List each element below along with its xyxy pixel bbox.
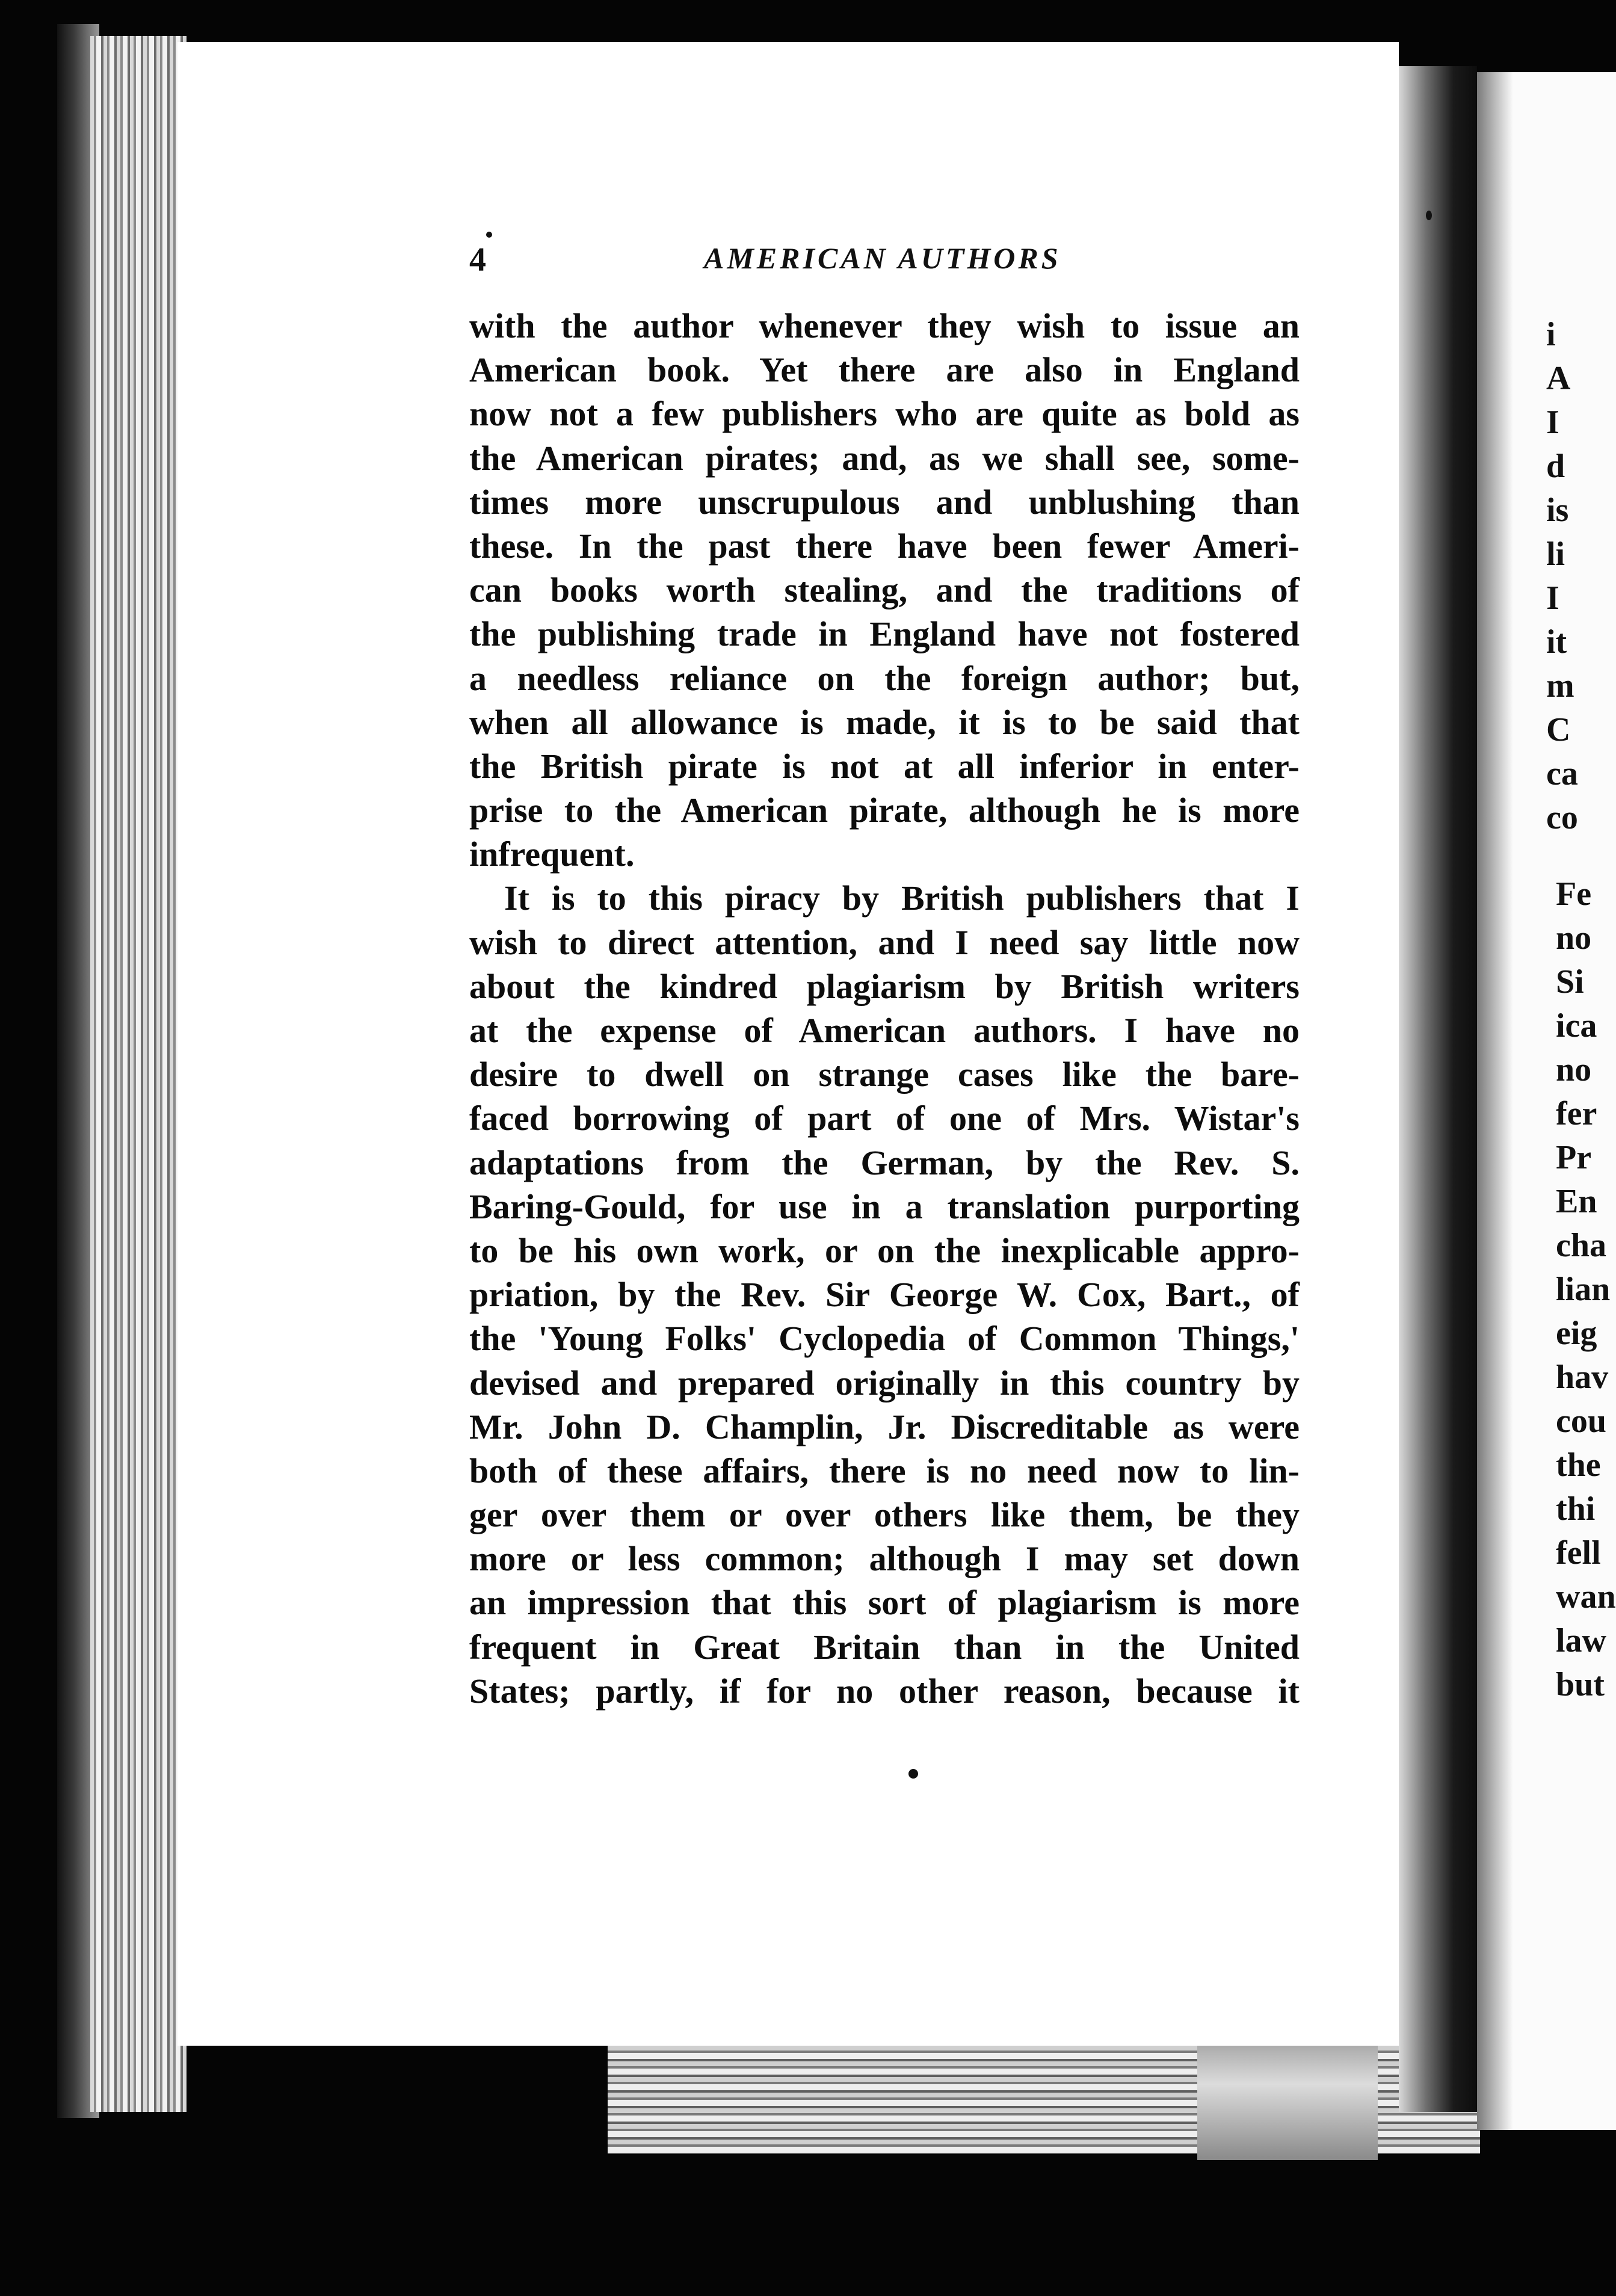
running-head-title: AMERICAN AUTHORS [704, 241, 1061, 275]
facing-text-fragment: no [1556, 919, 1592, 957]
facing-text-fragment: Si [1556, 963, 1584, 1001]
facing-text-fragment: A [1546, 360, 1571, 397]
facing-text-fragment: it [1546, 623, 1567, 661]
facing-text-fragment: hav [1556, 1359, 1609, 1396]
facing-text-fragment: fer [1556, 1095, 1597, 1132]
facing-text-fragment: lian [1556, 1271, 1611, 1308]
ink-speck [486, 232, 492, 238]
facing-text-fragment: I [1546, 579, 1559, 617]
text-line: to be his own work, or on the inexplicable appro- [469, 1230, 1300, 1270]
facing-text-fragment: En [1556, 1183, 1597, 1220]
facing-text-fragment: the [1556, 1446, 1601, 1484]
facing-text-fragment: but [1556, 1666, 1605, 1703]
facing-text-fragment: cha [1556, 1227, 1606, 1264]
facing-text-fragment: m [1546, 667, 1574, 705]
facing-text-fragment: thi [1556, 1490, 1596, 1528]
text-line: frequent in Great Britain than in the United [469, 1627, 1300, 1667]
text-line: desire to dwell on strange cases like the bare- [469, 1055, 1300, 1094]
text-line: more or less common; although I may set down [469, 1539, 1300, 1579]
book-gutter [1399, 66, 1477, 2112]
running-header [469, 223, 1312, 295]
text-line: with the author whenever they wish to issue an [469, 306, 1300, 345]
facing-text-fragment: Fe [1556, 875, 1592, 913]
text-line: both of these affairs, there is no need now to lin- [469, 1451, 1300, 1490]
text-line: times more unscrupulous and unblushing than [469, 482, 1300, 522]
text-line: the 'Young Folks' Cyclopedia of Common Things,' [469, 1319, 1300, 1359]
text-line: now not a few publishers who are quite as bold as [469, 394, 1300, 434]
facing-text-fragment: i [1546, 316, 1556, 353]
facing-text-fragment: Pr [1556, 1139, 1592, 1176]
facing-page-shadow [1477, 72, 1513, 2130]
facing-text-fragment: I [1546, 404, 1559, 441]
text-line: at the expense of American authors. I have no [469, 1011, 1300, 1050]
facing-text-fragment: li [1546, 535, 1565, 573]
facing-page-text-top [1546, 313, 1616, 840]
ink-speck [908, 1769, 918, 1779]
text-line: ger over them or over others like them, be they [469, 1495, 1300, 1535]
text-line: States; partly, if for no other reason, because it [469, 1671, 1300, 1711]
facing-text-fragment: wan [1556, 1578, 1616, 1616]
text-line: a needless reliance on the foreign author; but, [469, 658, 1300, 698]
facing-text-fragment: is [1546, 492, 1569, 529]
text-line: wish to direct attention, and I need say little now [469, 922, 1300, 962]
facing-text-fragment: ca [1546, 755, 1578, 792]
text-line: Baring-Gould, for use in a translation purporting [469, 1187, 1300, 1226]
text-line: priation, by the Rev. Sir George W. Cox, Bart., of [469, 1275, 1300, 1315]
facing-text-fragment: eig [1556, 1315, 1597, 1352]
page-number: 4 [469, 241, 486, 279]
ink-speck [1426, 211, 1432, 220]
text-line: the British pirate is not at all inferior in enter- [469, 746, 1300, 786]
facing-page-text-bottom [1556, 872, 1616, 1707]
facing-text-fragment: no [1556, 1051, 1592, 1088]
page-edges-bottom-block [1197, 2034, 1378, 2160]
facing-text-fragment: C [1546, 711, 1571, 748]
text-line: an impression that this sort of plagiarism is more [469, 1583, 1300, 1623]
facing-text-fragment: law [1556, 1622, 1606, 1659]
body-text [469, 304, 1300, 1713]
text-line: the American pirates; and, as we shall see, some- [469, 438, 1300, 478]
text-line: American book. Yet there are also in England [469, 350, 1300, 390]
text-line: prise to the American pirate, although he is more [469, 791, 1300, 830]
text-line: devised and prepared originally in this country by [469, 1363, 1300, 1403]
text-line: infrequent. [469, 835, 635, 874]
text-line: Mr. John D. Champlin, Jr. Discreditable as were [469, 1407, 1300, 1446]
facing-text-fragment: co [1546, 799, 1578, 836]
text-line: the publishing trade in England have not fostered [469, 614, 1300, 654]
text-line: can books worth stealing, and the traditions of [469, 570, 1300, 610]
text-line: It is to this piracy by British publishers that I [504, 878, 1300, 918]
facing-text-fragment: ica [1556, 1007, 1597, 1045]
facing-text-fragment: d [1546, 448, 1565, 485]
text-line: adaptations from the German, by the Rev. S. [469, 1143, 1300, 1182]
facing-text-fragment: fell [1556, 1534, 1601, 1572]
text-line: when all allowance is made, it is to be said that [469, 702, 1300, 742]
facing-text-fragment: cou [1556, 1403, 1606, 1440]
text-line: about the kindred plagiarism by British writers [469, 966, 1300, 1006]
text-line: these. In the past there have been fewer Ameri- [469, 526, 1300, 566]
text-line: faced borrowing of part of one of Mrs. Wistar's [469, 1099, 1300, 1138]
page-edges-left [90, 36, 187, 2112]
